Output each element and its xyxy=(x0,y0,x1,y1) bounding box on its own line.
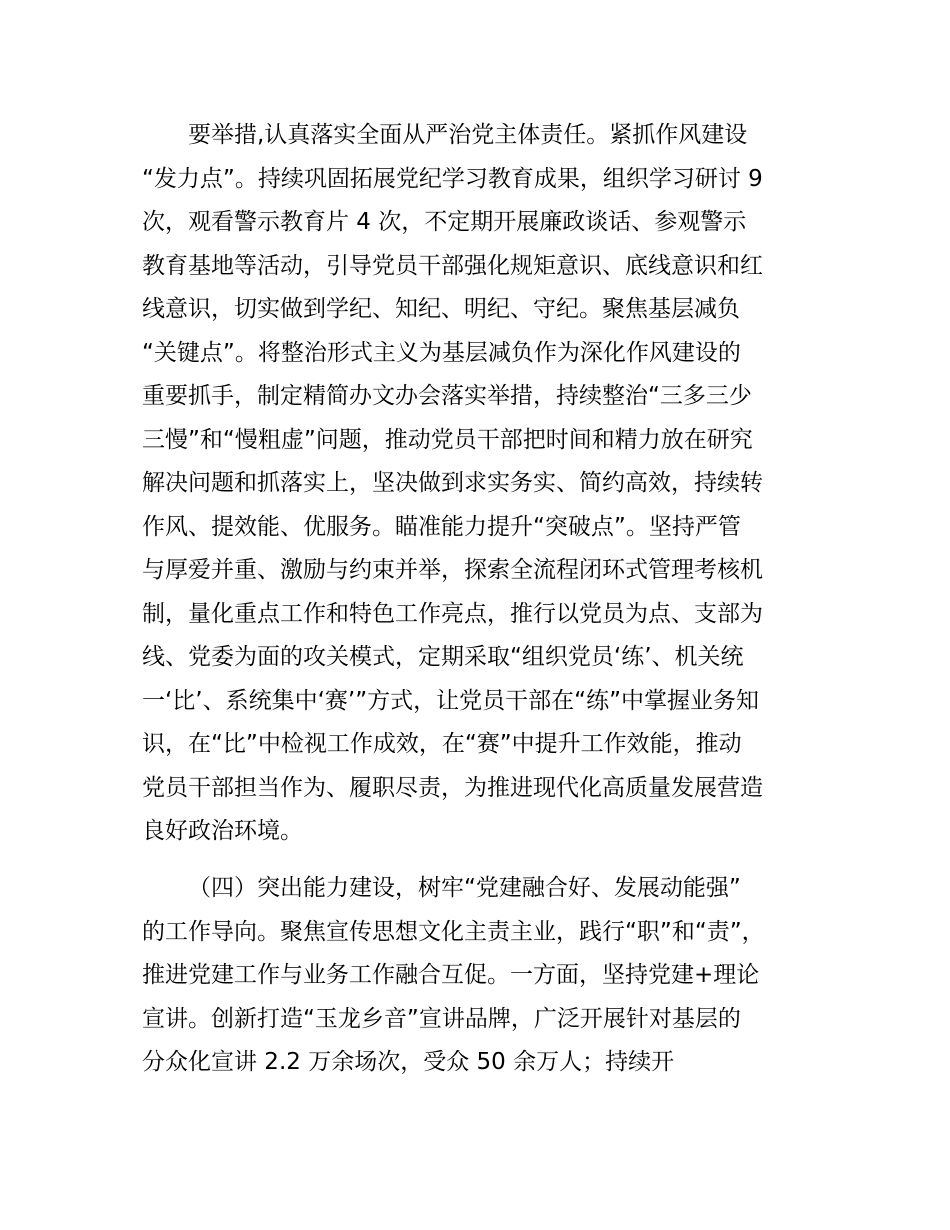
paragraph-line: 线、党委为面的攻关模式，定期采取“组织党员‘练’、机关统 xyxy=(142,644,744,670)
paragraph-line: “关键点”。将整治形式主义为基层减负作为深化作风建设的 xyxy=(142,339,741,366)
paragraph-line: 次，观看警示教育片 4 次，不定期开展廉政谈话、参观警示 xyxy=(142,209,747,235)
paragraph-line: 重要抓手，制定精简办文办会落实举措，持续整治“三多三少 xyxy=(142,383,752,409)
paragraph-line: 推进党建工作与业务工作融合互促。一方面，坚持党建+理论 xyxy=(142,962,760,988)
paragraph-line: 制，量化重点工作和特色工作亮点，推行以党员为点、支部为 xyxy=(142,600,763,627)
paragraph-line: 作风、提效能、优服务。瞄准能力提升“突破点”。坚持严管 xyxy=(142,513,741,540)
paragraph-line: 党员干部担当作为、履职尽责，为推进现代化高质量发展营造 xyxy=(142,774,763,801)
paragraph-line: 线意识，切实做到学纪、知纪、明纪、守纪。聚焦基层减负 xyxy=(142,296,740,322)
paragraph-line: 要举措,认真落实全面从严治党主体责任。紧抓作风建设 xyxy=(188,122,748,148)
paragraph-line: 识，在“比”中检视工作成效，在“赛”中提升工作效能，推动 xyxy=(142,731,742,757)
paragraph-line: 三慢”和“慢粗虚”问题，推动党员干部把时间和精力放在研究 xyxy=(142,426,753,453)
paragraph-line: 分众化宣讲 2.2 万余场次，受众 50 余万人；持续开 xyxy=(142,1049,675,1075)
paragraph-line: 解决问题和抓落实上，坚决做到求实务实、简约高效，持续转 xyxy=(142,470,763,496)
paragraph-line: 一‘比’、系统集中‘赛’”方式，让党员干部在“练”中掌握业务知 xyxy=(142,687,759,714)
paragraph-2 xyxy=(142,867,822,1085)
paragraph-line: （四）突出能力建设，树牢“党建融合好、发展动能强” xyxy=(188,875,741,901)
paragraph-1 xyxy=(142,114,822,854)
paragraph-line: 的工作导向。聚焦宣传思想文化主责主业，践行“职”和“责”， xyxy=(142,918,765,945)
paragraph-line: 与厚爱并重、激励与约束并举，探索全流程闭环式管理考核机 xyxy=(142,557,763,583)
paragraph-line: “发力点”。持续巩固拓展党纪学习教育成果，组织学习研讨 9 xyxy=(142,165,763,192)
paragraph-line: 教育基地等活动，引导党员干部强化规矩意识、底线意识和红 xyxy=(142,252,763,279)
paragraph-line: 宣讲。创新打造“玉龙乡音”宣讲品牌，广泛开展针对基层的 xyxy=(142,1005,741,1032)
paragraph-line: 良好政治环境。 xyxy=(142,818,303,844)
